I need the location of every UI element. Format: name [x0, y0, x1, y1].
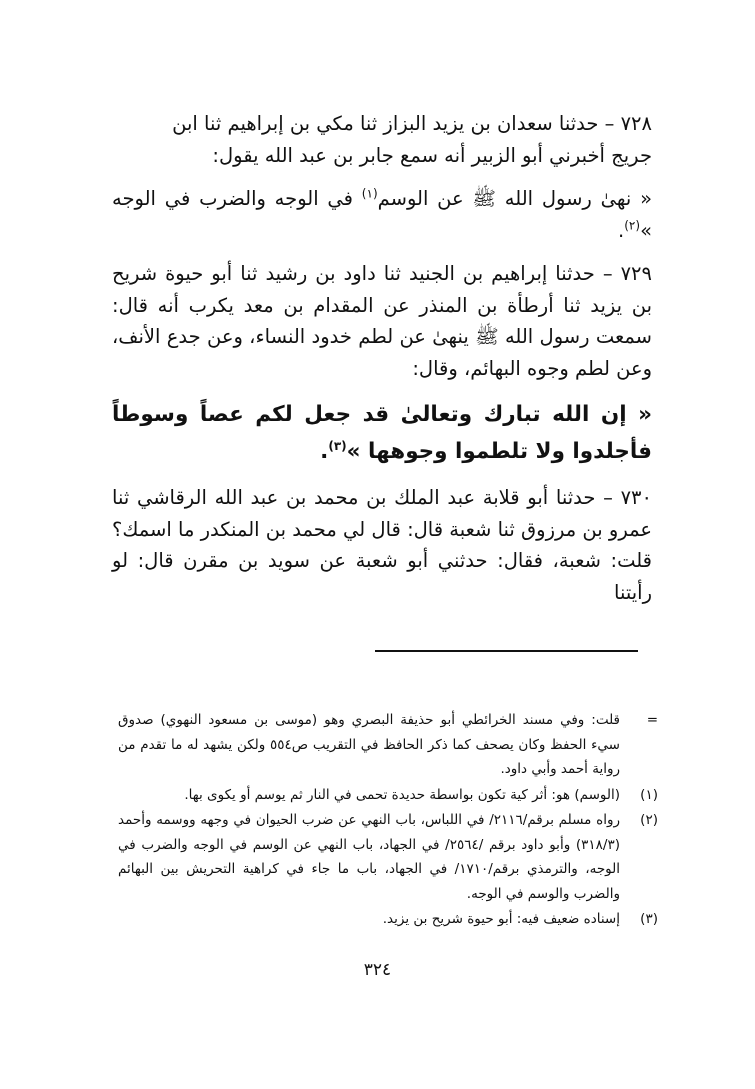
footnote-mark: (١) [640, 786, 658, 803]
quote-2-text: « إن الله تبارك وتعالىٰ قد جعل لكم عصاً وسوطاً فأجلدوا ولا تلطموا وجوهها » [112, 402, 652, 464]
footnote-2 [118, 808, 658, 906]
hadith-730-text: ٧٣٠ – حدثنا أبو قلابة عبد الملك بن محمد بن عبد الله الرقاشي ثنا عمرو بن مرزوق ثنا شعبة قال: قال لي محمد بن المنكدر ما اسمك؟ قلت: شعبة، فقال: حدثني أبو شعبة عن سويد بن مقرن قال: لو رأيتنا [112, 486, 652, 604]
hadith-728-line-2: جريج أخبرني أبو الزبير أنه سمع جابر بن عبد الله يقول: [212, 143, 652, 167]
hadith-729-text: ٧٢٩ – حدثنا إبراهيم بن الجنيد ثنا داود بن رشيد ثنا أبو حيوة شريح بن يزيد ثنا أرطأة بن المنذر عن المقدام بن معد يكرب أنه قال: سمعت رسول الله ﷺ ينهىٰ عن لطم خدود النساء، وعن جدع الأنف، وعن لطم وجوه البهائم، وقال: [112, 262, 652, 380]
quote-1-end: . [618, 218, 625, 242]
footnote-ref-3: (٣) [328, 438, 347, 453]
footnote-ref-2: (٢) [624, 218, 641, 232]
footnote-text: رواه مسلم برقم/٢١١٦/ في اللباس، باب النهي عن ضرب الحيوان في وجهه ووسمه وأحمد (٣١٨/٣) وأبو داود برقم /٢٥٦٤/ في الجهاد، باب النهي عن الوسم في الوجه والضرب في الوجه، والترمذي برقم/١٧١٠/ في الجهاد، باب ما جاء في كراهية التحريش بين البهائم والضرب والوسم في الوجه. [118, 812, 621, 902]
hadith-728-line-1: ٧٢٨ – حدثنا سعدان بن يزيد البزاز ثنا مكي بن إبراهيم ثنا ابن [172, 112, 652, 135]
hadith-729 [112, 258, 652, 384]
footnote-mark: = [646, 712, 658, 728]
footnote-mark: (٢) [640, 812, 658, 828]
footnotes [118, 708, 658, 933]
footnote-text: إسناده ضعيف فيه: أبو حيوة شريح بن يزيد. [382, 911, 620, 927]
hadith-730 [112, 482, 652, 608]
footnote-ref-1: (١) [361, 186, 378, 201]
footnote-mark: (٣) [640, 911, 658, 927]
footnote-divider [375, 650, 638, 652]
quote-1-rest: في الوجه والضرب في الوجه » [112, 187, 652, 242]
main-text [112, 108, 652, 620]
footnote-text: (الوسم) هو: أثر كية تكون بواسطة حديدة تحمى في النار ثم يوسم أو يكوى بها. [184, 786, 620, 803]
footnote-3 [118, 907, 658, 932]
hadith-729-quote [112, 396, 652, 470]
footnote-continuation [118, 708, 658, 782]
quote-1-text: « نهىٰ رسول الله ﷺ عن الوسم [377, 187, 653, 210]
quote-2-end: . [320, 439, 329, 464]
hadith-728-quote [112, 183, 652, 246]
footnote-1 [118, 783, 658, 808]
page-number: ٣٢٤ [363, 960, 392, 980]
footnote-text: قلت: وفي مسند الخرائطي أبو حذيفة البصري وهو (موسى بن مسعود النهوي) صدوق سيء الحفظ وكان يصحف كما ذكر الحافظ في التقريب ص٥٥٤ ولكن يشهد له ما تقدم من رواية أحمد وأبي داود. [118, 712, 620, 777]
hadith-728 [112, 108, 652, 171]
